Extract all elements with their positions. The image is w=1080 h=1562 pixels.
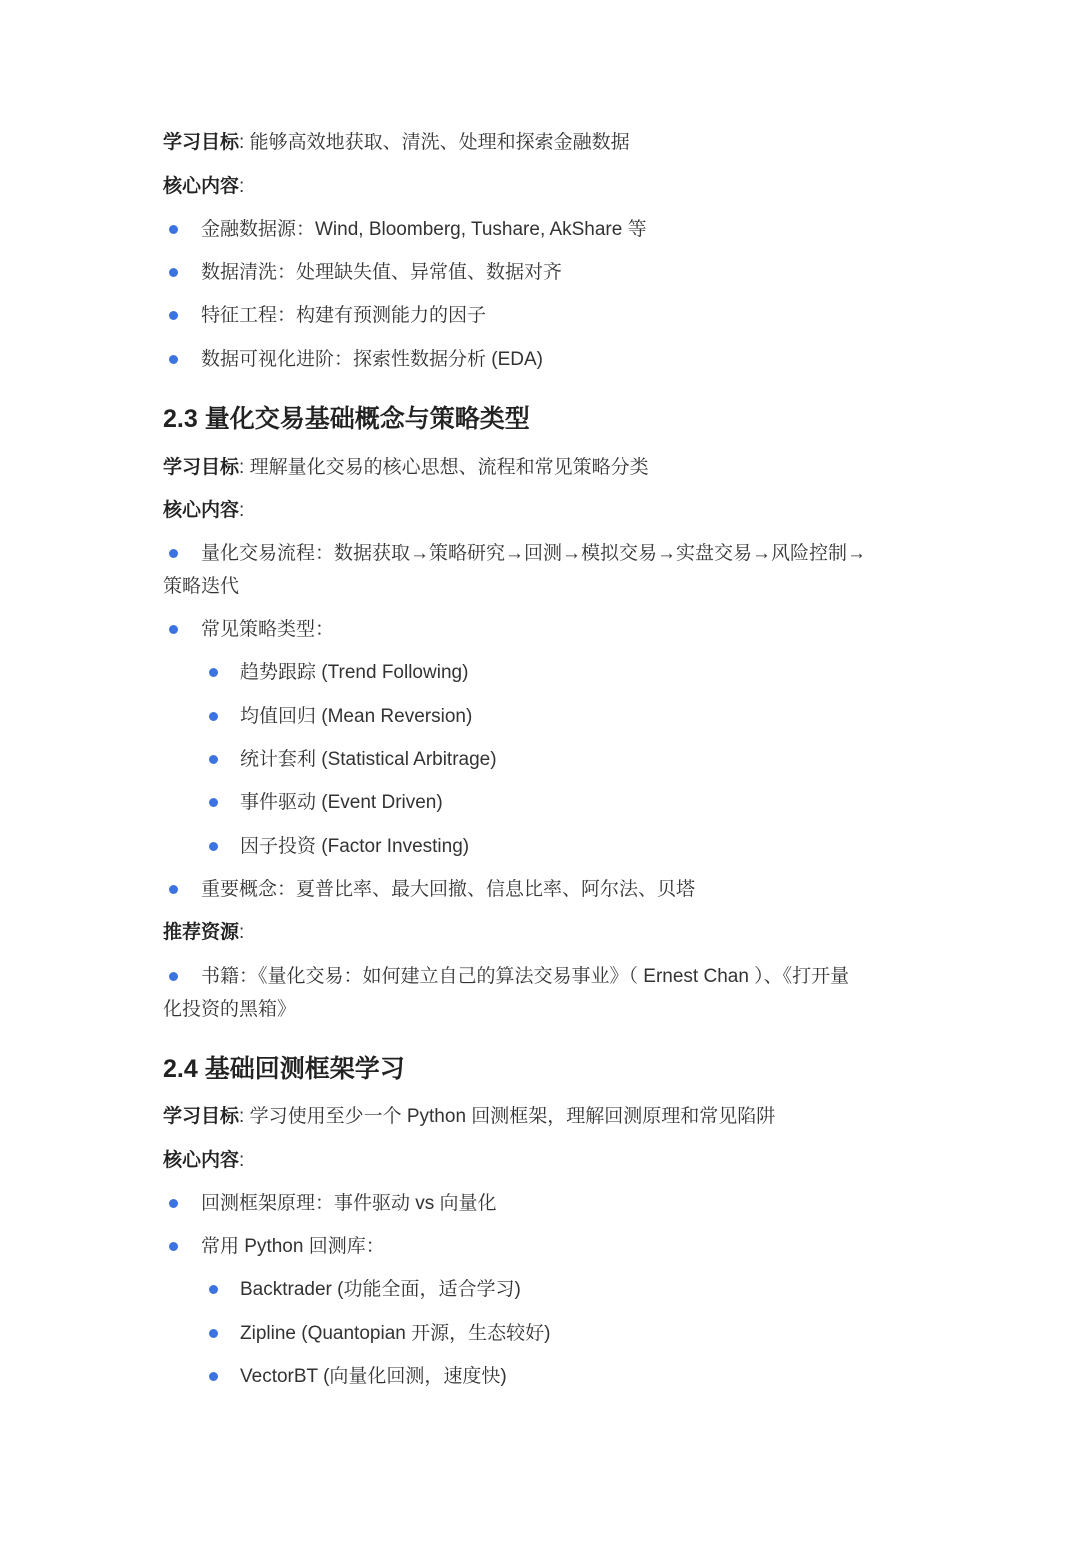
content-line-data (163, 176, 244, 198)
bullet-icon (209, 798, 218, 807)
bullet-icon (209, 712, 218, 721)
content-label: 核心内容 (163, 500, 240, 521)
sub-list-item: 因子投资 (Factor Investing) (240, 836, 470, 857)
sub-list-item: 均值回归 (Mean Reversion) (240, 706, 473, 727)
list-item: 数据可视化进阶：探索性数据分析 (EDA) (201, 349, 544, 370)
goal-label: 学习目标 (163, 1106, 240, 1127)
bullet-icon (209, 842, 218, 851)
bullet-icon (169, 549, 178, 558)
sub-list-item: 事件驱动 (Event Driven) (240, 792, 443, 813)
bullet-icon (169, 972, 178, 981)
bullet-icon (169, 1199, 178, 1208)
bullet-icon (169, 625, 178, 634)
list-item-libs-title: 常用 Python 回测库： (201, 1236, 385, 1257)
list-item-flow-continued: 策略迭代 (163, 576, 240, 597)
goal-label: 学习目标 (163, 132, 240, 153)
content-label: 核心内容 (163, 176, 240, 197)
list-item: 数据清洗：处理缺失值、异常值、数据对齐 (201, 262, 563, 283)
list-item-books: 书籍：《量化交易：如何建立自己的算法交易事业》（ Ernest Chan ）、《打开量 (201, 966, 850, 987)
list-item: 金融数据源：Wind, Bloomberg, Tushare, AkShare 等 (201, 219, 647, 240)
goal-line-2-4 (163, 1106, 775, 1128)
bullet-icon (169, 1242, 178, 1251)
list-item-flow: 量化交易流程：数据获取→策略研究→回测→模拟交易→实盘交易→风险控制→ (201, 543, 867, 564)
content-line-2-3 (163, 500, 244, 522)
bullet-icon (209, 755, 218, 764)
bullet-icon (169, 885, 178, 894)
sub-list-item: VectorBT (向量化回测，速度快) (240, 1366, 507, 1387)
bullet-icon (209, 1329, 218, 1338)
bullet-icon (169, 268, 178, 277)
goal-text: : 理解量化交易的核心思想、流程和常见策略分类 (239, 457, 649, 478)
bullet-icon (209, 1372, 218, 1381)
content-line-2-4 (163, 1150, 244, 1172)
sub-list-item: Zipline (Quantopian 开源，生态较好) (240, 1323, 551, 1344)
goal-text: : 能够高效地获取、清洗、处理和探索金融数据 (239, 132, 630, 153)
sub-list-item: Backtrader (功能全面，适合学习) (240, 1279, 521, 1300)
content-colon: : (239, 1150, 245, 1171)
resources-colon: : (239, 922, 245, 943)
resources-label: 推荐资源 (163, 922, 240, 943)
list-item-concepts: 重要概念：夏普比率、最大回撤、信息比率、阿尔法、贝塔 (201, 879, 696, 900)
sub-list-item: 统计套利 (Statistical Arbitrage) (240, 749, 497, 770)
list-item: 特征工程：构建有预测能力的因子 (201, 305, 487, 326)
bullet-icon (169, 355, 178, 364)
sub-list-item: 趋势跟踪 (Trend Following) (240, 662, 469, 683)
bullet-icon (169, 311, 178, 320)
list-item-books-continued: 化投资的黑箱》 (163, 999, 297, 1020)
goal-label: 学习目标 (163, 457, 240, 478)
section-heading-2-4: 2.4 基础回测框架学习 (163, 1055, 405, 1083)
list-item-strategies-title: 常见策略类型： (201, 619, 335, 640)
bullet-icon (169, 225, 178, 234)
resources-line (163, 922, 244, 944)
content-colon: : (239, 500, 245, 521)
goal-text: : 学习使用至少一个 Python 回测框架，理解回测原理和常见陷阱 (239, 1106, 776, 1127)
bullet-icon (209, 668, 218, 677)
list-item-principle: 回测框架原理：事件驱动 vs 向量化 (201, 1193, 497, 1214)
section-heading-2-3: 2.3 量化交易基础概念与策略类型 (163, 405, 530, 433)
content-label: 核心内容 (163, 1150, 240, 1171)
goal-line-2-3 (163, 457, 649, 479)
content-colon: : (239, 176, 245, 197)
goal-line-data (163, 132, 630, 154)
bullet-icon (209, 1285, 218, 1294)
